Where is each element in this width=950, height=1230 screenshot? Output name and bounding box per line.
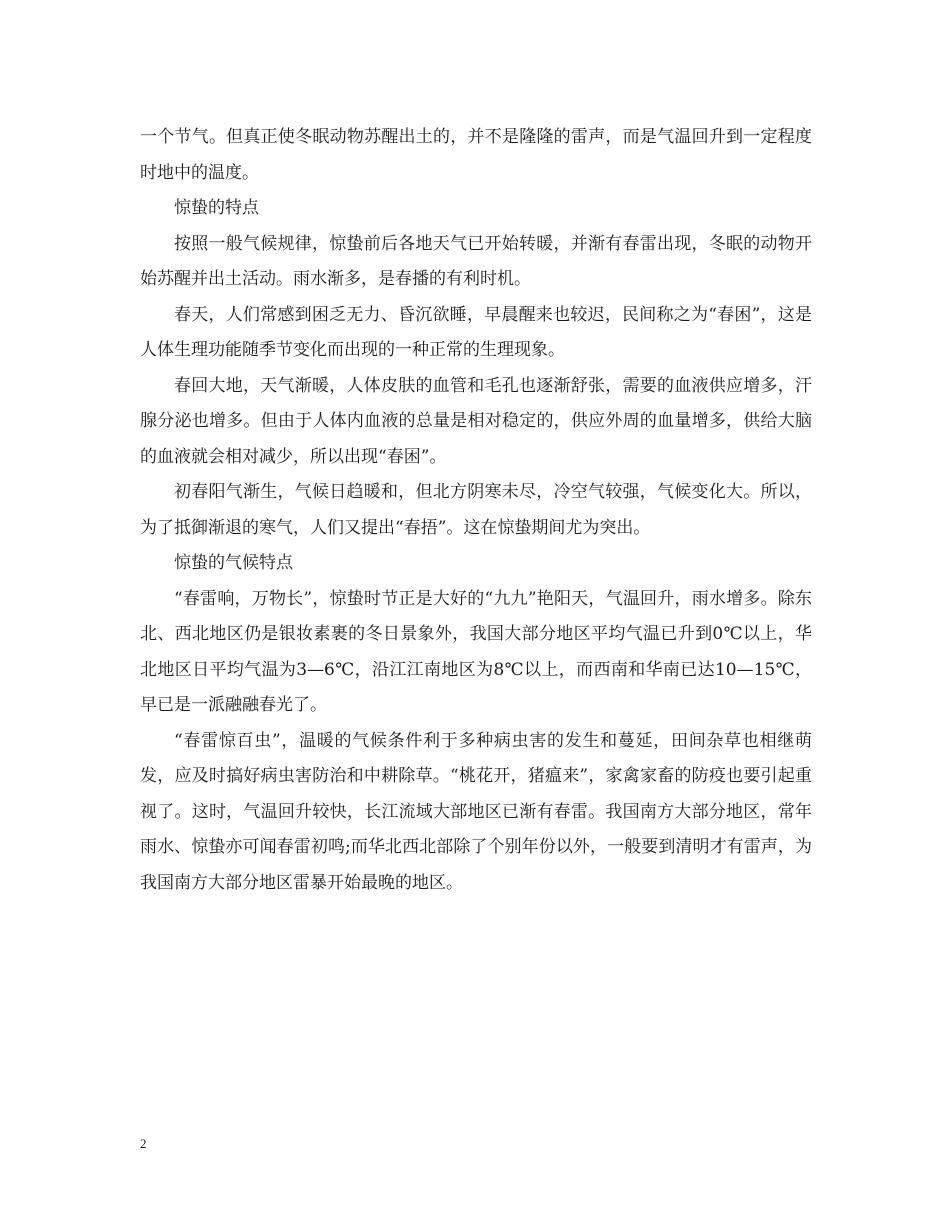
page-number: 2	[140, 1136, 147, 1151]
paragraph: “春雷惊百虫”，温暖的气候条件利于多种病虫害的发生和蔓延，田间杂草也相继萌发，应及时搞好病虫害防治和中耕除草。“桃花开，猪瘟来”，家禽家畜的防疫也要引起重视了。这时，气温回升较快，长江流域大部地区已渐有春雷。我国南方大部分地区，常年雨水、惊蛰亦可闻春雷初鸣;而华北西北部除了个别年份以外，一般要到清明才有雷声，为我国南方大部分地区雷暴开始最晚的地区。	[140, 730, 812, 893]
paragraph: “春雷响，万物长”，惊蛰时节正是大好的“九九”艳阳天，气温回升，雨水增多。除东北、西北地区仍是银妆素裹的冬日景象外，我国大部分地区平均气温已升到0℃以上，华北地区日平均气温为3—6℃，沿江江南地区为8℃以上，而西南和华南已达10—15℃，早已是一派融融春光了。	[140, 588, 812, 715]
section-heading-climate: 惊蛰的气候特点	[174, 553, 293, 573]
paragraph: 初春阳气渐生，气候日趋暖和，但北方阴寒未尽，冷空气较强，气候变化大。所以，为了抵御渐退的寒气，人们又提出“春捂”。这在惊蛰期间尤为突出。	[140, 482, 812, 538]
paragraph-continuation: 一个节气。但真正使冬眠动物苏醒出土的，并不是隆隆的雷声，而是气温回升到一定程度时地中的温度。	[140, 127, 812, 183]
paragraph: 春回大地，天气渐暖，人体皮肤的血管和毛孔也逐渐舒张，需要的血液供应增多，汗腺分泌也增多。但由于人体内血液的总量是相对稳定的，供应外周的血量增多，供给大脑的血液就会相对减少，所以出现“春困”。	[140, 375, 812, 467]
paragraph: 春天，人们常感到困乏无力、昏沉欲睡，早晨醒来也较迟，民间称之为“春困”，这是人体生理功能随季节变化而出现的一种正常的生理现象。	[140, 304, 812, 360]
section-heading-features: 惊蛰的特点	[174, 198, 259, 218]
paragraph: 按照一般气候规律，惊蛰前后各地天气已开始转暖，并渐有春雷出现，冬眠的动物开始苏醒并出土活动。雨水渐多，是春播的有利时机。	[140, 233, 812, 289]
document-body	[140, 120, 812, 901]
